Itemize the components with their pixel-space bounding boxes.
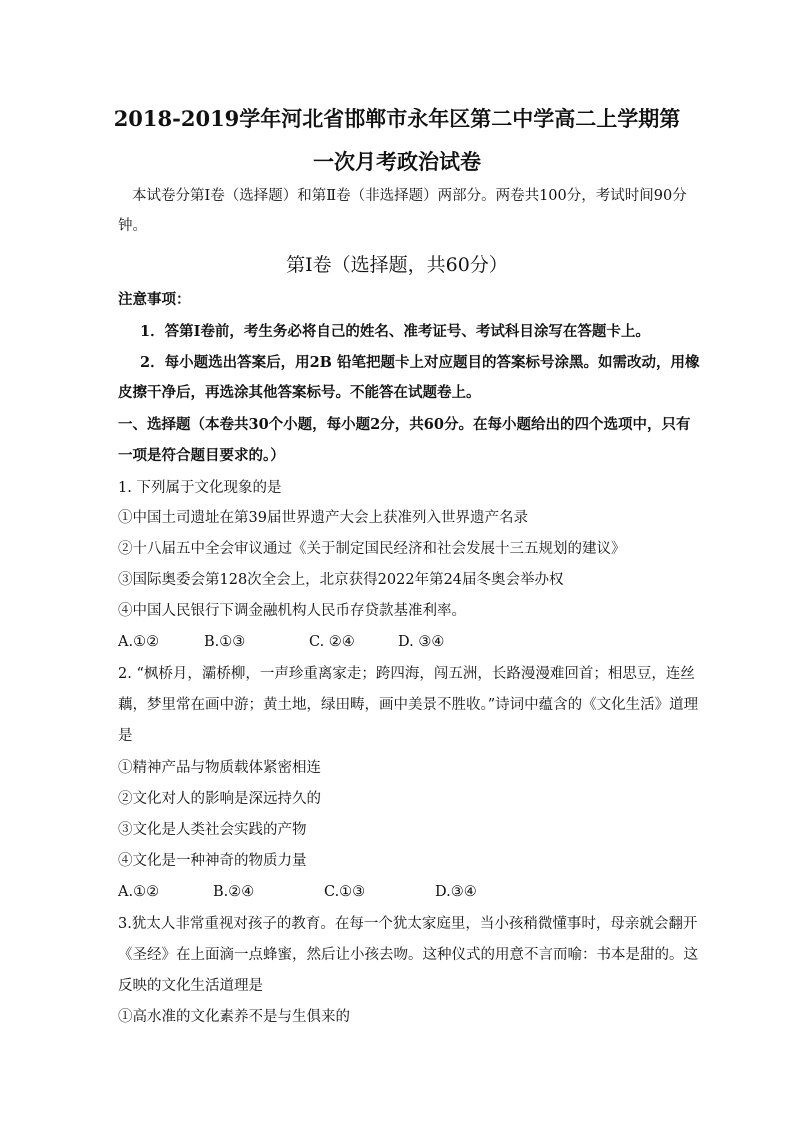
q2-stem-line2: 藕，梦里常在画中游；黄土地，绿田畴，画中美景不胜收。”诗词中蕴含的《文化生活》道理 (118, 697, 699, 713)
q1-option-b: B.①③ (204, 634, 246, 650)
q2-option-b: B.②④ (213, 884, 255, 900)
q1-option-d: D. ③④ (398, 634, 445, 650)
intro-line2: 钟。 (118, 218, 147, 234)
q2-item2: ②文化对人的影响是深远持久的 (118, 791, 321, 807)
q2-item3: ③文化是人类社会实践的产物 (118, 822, 307, 838)
part-one-line2: 一项是符合题目要求的。） (118, 447, 285, 464)
q3-item1: ①高水准的文化素养不是与生俱来的 (118, 1009, 350, 1025)
q2-stem-line3: 是 (118, 728, 133, 744)
q1-item1: ①中国土司遗址在第39届世界遗产大会上获准列入世界遗产名录 (118, 510, 528, 526)
q1-options (118, 632, 444, 652)
q1-stem: 1. 下列属于文化现象的是 (118, 480, 282, 496)
q2-option-c: C.①③ (324, 884, 366, 900)
q2-option-a: A.①② (118, 884, 160, 900)
q3-stem-line1: 3.犹太人非常重视对孩子的教育。在每一个犹太家庭里，当小孩稍微懂事时，母亲就会翻开 (118, 916, 698, 932)
notes-item2-line2: 皮擦干净后，再选涂其他答案标号。不能答在试题卷上。 (118, 384, 481, 401)
q3-stem-line2: 《圣经》在上面滴一点蜂蜜，然后让小孩去吻。这种仪式的用意不言而喻：书本是甜的。这 (118, 947, 698, 963)
q2-options (118, 882, 477, 902)
q2-item1: ①精神产品与物质载体紧密相连 (118, 760, 321, 776)
section1-heading: 第Ⅰ卷（选择题，共60分） (286, 254, 508, 276)
notes-item1: 1．答第Ⅰ卷前，考生务必将自己的姓名、准考证号、考试科目涂写在答题卡上。 (140, 323, 650, 340)
q1-item3: ③国际奥委会第128次全会上，北京获得2022年第24届冬奥会举办权 (118, 572, 564, 588)
part-one-line1: 一、选择题（本卷共30个小题，每小题2分，共60分。在每小题给出的四个选项中，只有 (118, 416, 691, 433)
intro-line1: 本试卷分第Ⅰ卷（选择题）和第Ⅱ卷（非选择题）两部分。两卷共100分，考试时间90分 (132, 188, 687, 204)
q2-item4: ④文化是一种神奇的物质力量 (118, 853, 307, 869)
q2-stem-line1: 2. “枫桥月，灞桥柳，一声珍重离家走；跨四海，闯五洲，长路漫漫难回首；相思豆，连丝 (118, 666, 695, 682)
exam-title-line1: 2018-2019学年河北省邯郸市永年区第二中学高二上学期第 (113, 106, 681, 131)
notes-label: 注意事项： (118, 291, 191, 308)
q1-item4: ④中国人民银行下调金融机构人民币存贷款基准利率。 (118, 603, 466, 619)
q2-option-d: D.③④ (435, 884, 477, 900)
notes-item2-line1: 2．每小题选出答案后，用2B 铅笔把题卡上对应题目的答案标号涂黑。如需改动，用橡 (140, 354, 700, 371)
exam-title-line2: 一次月考政治试卷 (313, 149, 481, 174)
q3-stem-line3: 反映的文化生活道理是 (118, 978, 263, 994)
q1-item2: ②十八届五中全会审议通过《关于制定国民经济和社会发展十三五规划的建议》 (118, 541, 626, 557)
q1-option-a: A.①② (118, 634, 160, 650)
q1-option-c: C. ②④ (309, 634, 355, 650)
